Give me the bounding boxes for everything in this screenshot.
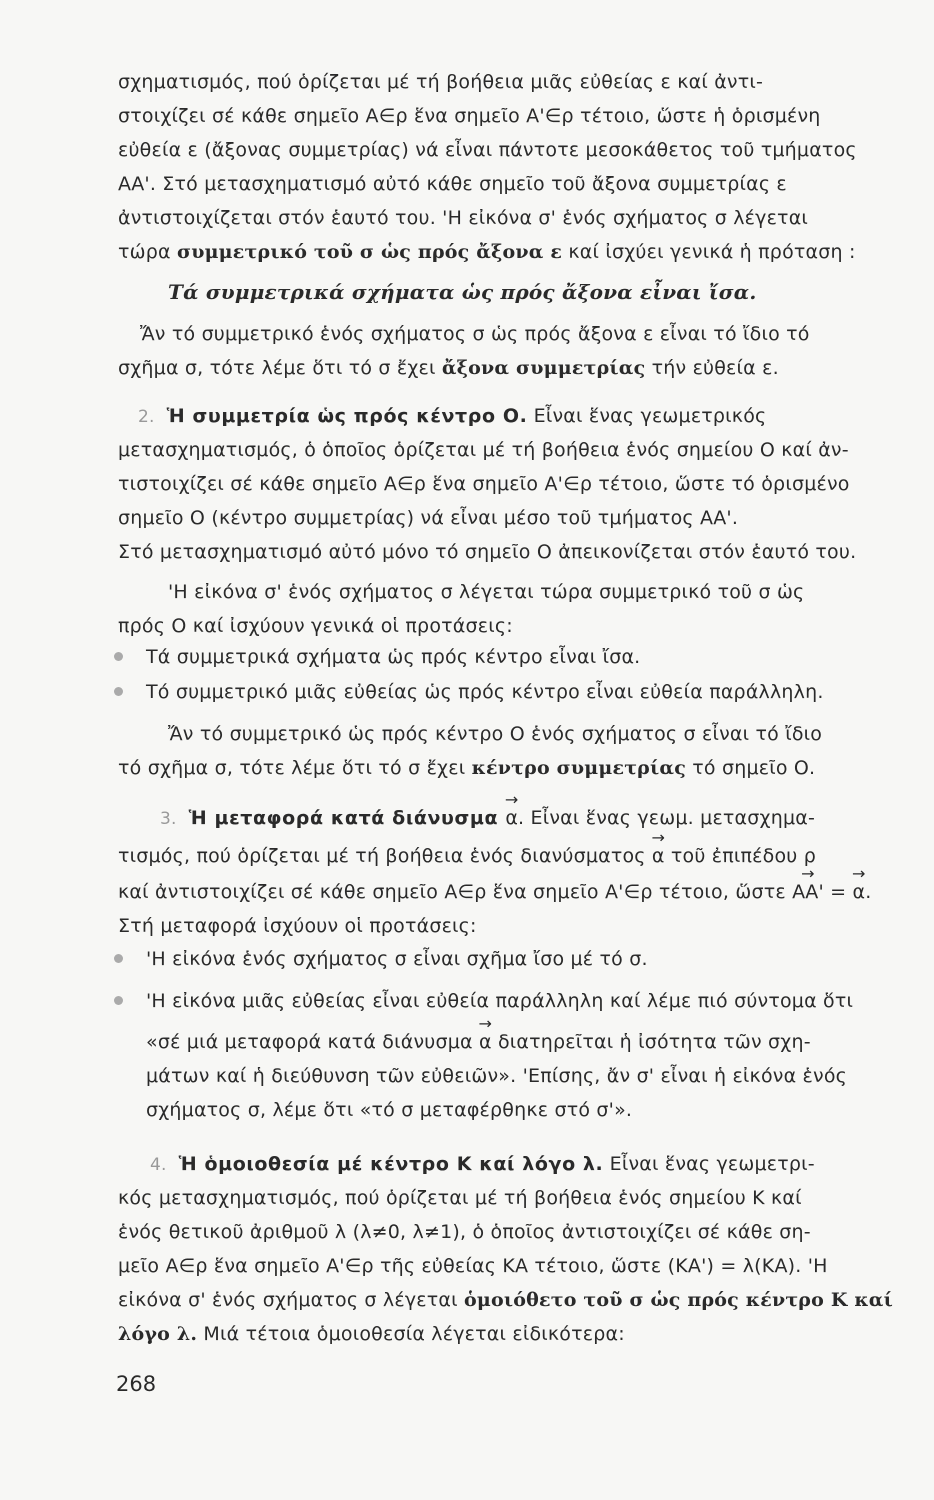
text-fragment: εἰκόνα σ' ἑνός σχήματος σ λέγεται: [118, 1289, 464, 1311]
text-fragment: τοῦ ἐπιπέδου ρ: [664, 845, 816, 867]
text-fragment: =: [823, 881, 853, 903]
text-line: Στή μεταφορά ἰσχύουν οἱ προτάσεις:: [118, 915, 477, 937]
vector-symbol: → α: [652, 844, 665, 868]
text-fragment: τήν εὐθεία ε.: [645, 357, 779, 379]
text-line: ἀντιστοιχίζεται στόν ἑαυτό του. 'Η εἰκόνα σ' ἑνός σχήματος σ λέγεται: [118, 207, 809, 229]
theorem-statement: Τά συμμετρικά σχήματα ὡς πρός ἄξονα εἶναι ἴσα.: [168, 280, 757, 304]
section-title: Ἡ ὁμοιοθεσία μέ κέντρο Κ καί λόγο λ.: [178, 1153, 604, 1175]
text-line: [118, 1288, 910, 1312]
text-line: κός μετασχηματισμός, πού ὁρίζεται μέ τή βοήθεια ἑνός σημείου Κ καί: [118, 1187, 802, 1209]
vector-symbol: → α: [479, 1030, 492, 1054]
page-number: 268: [116, 1372, 157, 1396]
text-fragment: διατηρεῖται ἡ ἰσότητα τῶν σχη-: [491, 1031, 811, 1053]
section-number: 4.: [150, 1155, 167, 1175]
text-line: εὐθεία ε (ἄξονας συμμετρίας) νά εἶναι πάντοτε μεσοκάθετος τοῦ τμήματος: [118, 139, 857, 161]
text-line: [146, 1030, 934, 1054]
section-heading-line: [138, 404, 930, 429]
text-line: [118, 880, 910, 904]
section-number: 3.: [160, 809, 177, 829]
text-fragment: Εἶναι ἕνας γεωμετρικός: [527, 405, 767, 427]
text-line: σχηματισμός, πού ὁρίζεται μέ τή βοήθεια μιᾶς εὐθείας ε καί ἀντι-: [118, 71, 764, 93]
text-fragment: τώρα: [118, 241, 177, 263]
bold-term: λόγο λ.: [118, 1323, 198, 1345]
bullet-icon: [114, 996, 123, 1005]
text-line: πρός Ο καί ἰσχύουν γενικά οἱ προτάσεις:: [118, 615, 513, 637]
text-fragment: Μιά τέτοια ὁμοιοθεσία λέγεται εἰδικότερα:: [197, 1323, 625, 1345]
bold-term: κέντρο συμμετρίας: [471, 757, 687, 779]
text-fragment: .: [865, 881, 872, 903]
bold-term: συμμετρικό τοῦ σ ὡς πρός ἄξονα ε: [176, 241, 563, 263]
text-fragment: σχῆμα σ, τότε λέμε ὅτι τό σ ἔχει: [118, 357, 442, 379]
text-line: μάτων καί ἡ διεύθυνση τῶν εὐθειῶν». 'Επίσης, ἄν σ' εἶναι ἡ εἰκόνα ἑνός: [146, 1065, 848, 1087]
bullet-icon: [114, 687, 123, 696]
text-fragment: τό σχῆμα σ, τότε λέμε ὅτι τό σ ἔχει: [118, 757, 472, 779]
vector-symbol: → ΑΑ': [792, 880, 824, 904]
text-fragment: καί ἰσχύει γενικά ἡ πρόταση :: [562, 241, 856, 263]
text-fragment: καί ἀντιστοιχίζει σέ κάθε σημεῖο Α∈ρ ἕνα σημεῖο Α'∈ρ τέτοιο, ὥστε: [118, 881, 793, 903]
text-line: στοιχίζει σέ κάθε σημεῖο Α∈ρ ἕνα σημεῖο Α'∈ρ τέτοιο, ὥστε ἡ ὁρισμένη: [118, 105, 821, 127]
text-fragment: «σέ μιά μεταφορά κατά διάνυσμα: [146, 1031, 479, 1053]
text-line: μεῖο Α∈ρ ἕνα σημεῖο Α'∈ρ τῆς εὐθείας ΚΑ τέτοιο, ὥστε (ΚΑ') = λ(ΚΑ). 'Η: [118, 1255, 828, 1277]
list-item: 'Η εἰκόνα ἑνός σχήματος σ εἶναι σχῆμα ἴσο μέ τό σ.: [146, 948, 648, 970]
vector-symbol: → α: [853, 880, 866, 904]
section-number: 2.: [138, 407, 155, 427]
text-line: μετασχηματισμός, ὁ ὁποῖος ὁρίζεται μέ τή βοήθεια ἑνός σημείου Ο καί ἀν-: [118, 439, 849, 461]
list-item: 'Η εἰκόνα μιᾶς εὐθείας εἶναι εὐθεία παράλληλη καί λέμε πιό σύντομα ὅτι: [146, 990, 854, 1012]
text-line: σημεῖο Ο (κέντρο συμμετρίας) νά εἶναι μέσο τοῦ τμήματος ΑΑ'.: [118, 507, 739, 529]
text-line: τιστοιχίζει σέ κάθε σημεῖο Α∈ρ ἕνα σημεῖο Α'∈ρ τέτοιο, ὥστε τό ὁρισμένο: [118, 473, 850, 495]
text-fragment: τισμός, πού ὁρίζεται μέ τή βοήθεια ἑνός διανύσματος: [118, 845, 652, 867]
text-fragment: . Εἶναι ἕνας γεωμ. μετασχημα-: [518, 807, 816, 829]
section-title: Ἡ μεταφορά κατά διάνυσμα: [188, 807, 506, 829]
section-heading-line: [160, 806, 934, 831]
text-line: [118, 240, 910, 264]
text-line: [118, 756, 910, 780]
section-heading-line: [150, 1152, 934, 1177]
list-item: Τό συμμετρικό μιᾶς εὐθείας ὡς πρός κέντρο εἶναι εὐθεία παράλληλη.: [146, 681, 824, 703]
text-line: 'Η εἰκόνα σ' ἑνός σχήματος σ λέγεται τώρα συμμετρικό τοῦ σ ὡς: [168, 581, 805, 603]
section-title: Ἡ συμμετρία ὡς πρός κέντρο Ο.: [166, 405, 528, 427]
text-line: Ἄν τό συμμετρικό ὡς πρός κέντρο Ο ἑνός σχήματος σ εἶναι τό ἴδιο: [168, 723, 823, 745]
vector-symbol: → α: [505, 806, 518, 830]
text-fragment: Εἶναι ἕνας γεωμετρι-: [603, 1153, 815, 1175]
text-line: Στό μετασχηματισμό αὐτό μόνο τό σημεῖο Ο ἀπεικονίζεται στόν ἑαυτό του.: [118, 541, 857, 563]
bullet-icon: [114, 652, 123, 661]
text-line: [118, 1322, 910, 1346]
text-fragment: τό σημεῖο Ο.: [686, 757, 816, 779]
text-line: [118, 356, 910, 380]
text-line: Ἄν τό συμμετρικό ἑνός σχήματος σ ὡς πρός ἄξονα ε εἶναι τό ἴδιο τό: [140, 323, 810, 345]
text-line: ἑνός θετικοῦ ἀριθμοῦ λ (λ≠0, λ≠1), ὁ ὁποῖος ἀντιστοιχίζει σέ κάθε ση-: [118, 1221, 811, 1243]
bullet-icon: [114, 954, 123, 963]
text-line: σχήματος σ, λέμε ὅτι «τό σ μεταφέρθηκε στό σ'».: [146, 1099, 633, 1121]
text-line: [118, 844, 910, 868]
text-line: ΑΑ'. Στό μετασχηματισμό αὐτό κάθε σημεῖο τοῦ ἄξονα συμμετρίας ε: [118, 173, 787, 195]
list-item: Τά συμμετρικά σχήματα ὡς πρός κέντρο εἶναι ἴσα.: [146, 646, 641, 668]
bold-term: ὁμοιόθετο τοῦ σ ὡς πρός κέντρο Κ καί: [463, 1289, 894, 1311]
bold-term: ἄξονα συμμετρίας: [441, 357, 646, 379]
